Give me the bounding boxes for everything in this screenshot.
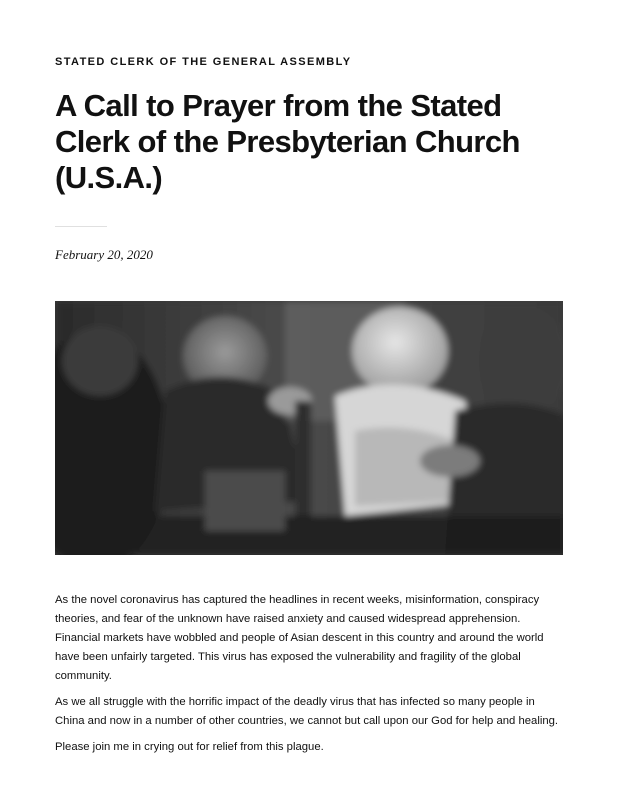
page-title: A Call to Prayer from the Stated Clerk of the Presbyterian Church (U.S.A.) (55, 88, 520, 195)
publish-date: February 20, 2020 (55, 247, 153, 262)
body-paragraph: As we all struggle with the horrific impact of the deadly virus that has infected so many people in China and now in a number of other countries, we cannot but call upon our God for help and healing. (55, 696, 559, 727)
category-kicker[interactable]: STATED CLERK OF THE GENERAL ASSEMBLY (55, 56, 352, 68)
body-paragraph: As the novel coronavirus has captured the headlines in recent weeks, misinformation, conspiracy theories, and fear of the unknown have raised anxiety and caused widespread apprehension. Financial markets have wobbled and people of Asian descent in this country and around the world have been unfairly targeted. This virus has exposed the vulnerability and fragility of the global community. (55, 594, 544, 682)
body-paragraph: Please join me in crying out for relief from this plague. (55, 741, 324, 753)
prayer-photo-icon (55, 301, 563, 555)
title-divider (55, 226, 107, 227)
article-body (55, 591, 561, 764)
hero-image (55, 301, 563, 555)
